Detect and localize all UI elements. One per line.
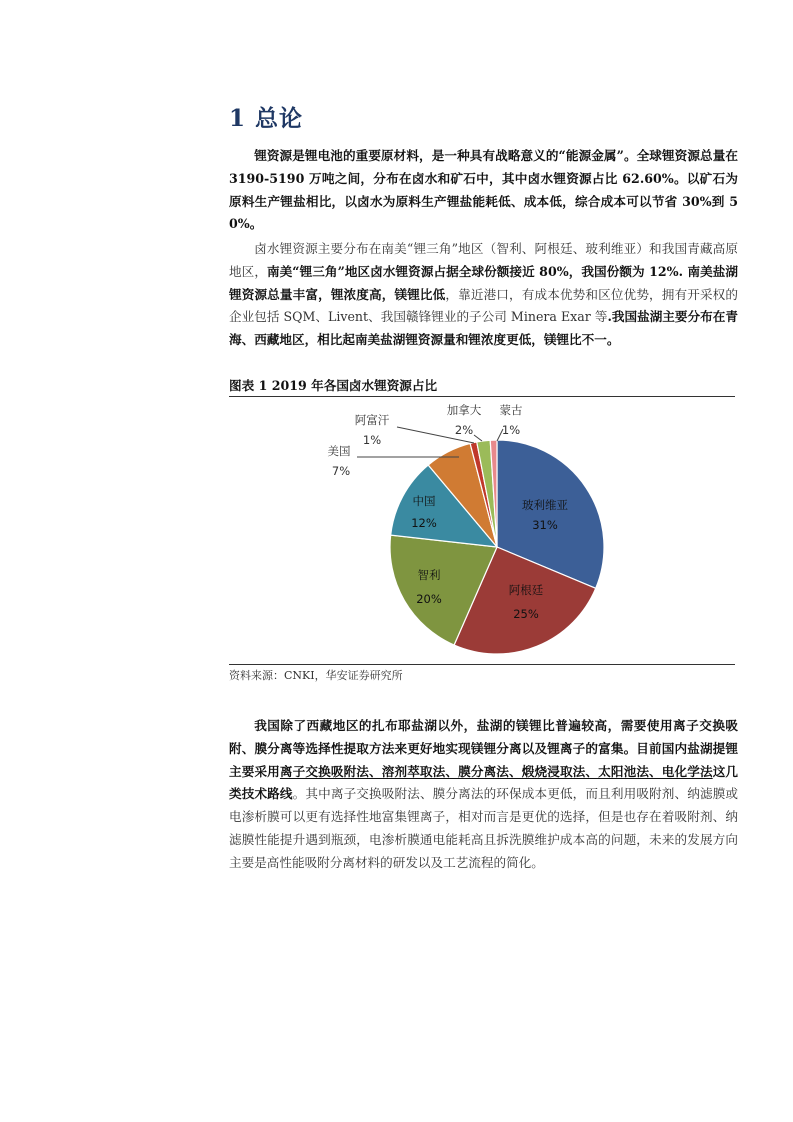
figure-bottom-rule (229, 664, 735, 665)
slice-value-label: 31% (532, 518, 558, 532)
slice-value-label: 20% (416, 592, 442, 606)
slice-value-label: 2% (454, 423, 474, 437)
intro-paragraph: 锂资源是锂电池的重要原材料，是一种具有战略意义的“能源金属”。全球锂资源总量在 3190-5190 万吨之间，分布在卤水和矿石中，其中卤水锂资源占比 62.60%。以矿石为原料生产锂盐相比，以卤水为原料生产锂盐能耗低、成本低，综合成本可以节省 30%到 50%。 (229, 148, 738, 232)
figure-caption: 图表 1 2019 年各国卤水锂资源占比 (229, 378, 438, 393)
slice-value-label: 1% (501, 423, 521, 437)
para3-text: 。其中离子交换吸附法、膜分离法的环保成本更低，而且利用吸附剂、纳滤膜或电渗析膜可以更有选择性地富集锂离子，相对而言是更优的选择，但是也存在着吸附剂、纳滤膜性能提升遇到瓶颈，电渗析膜通电能耗高且拆洗膜维护成本高的问题，未来的发展方向主要是高性能吸附分离材料的研发以及工艺流程的简化。 (229, 786, 739, 870)
slice-name-label: 阿富汗 (354, 413, 390, 427)
para2-bold-1: 南美“锂三角”地区卤水锂资源占据全球份额接近 80%，我国份额为 12%. 南美盐湖锂资源总量丰富，锂浓度高，镁锂比低 (229, 263, 739, 302)
leader-line (474, 435, 482, 441)
distribution-paragraph (229, 238, 738, 352)
slice-name-label: 阿根廷 (508, 583, 544, 597)
slice-value-label: 1% (362, 433, 382, 447)
slice-name-label: 蒙古 (499, 403, 523, 417)
slice-name-label: 美国 (327, 444, 351, 458)
slice-value-label: 7% (331, 464, 351, 478)
pie-chart (229, 397, 735, 663)
slice-value-label: 12% (411, 516, 437, 530)
slice-name-label: 智利 (417, 568, 441, 582)
para2-bold-2: .我国盐湖主要分布在青海、西藏地区，相比起南美盐湖锂资源量和锂浓度更低，镁锂比不一。 (229, 309, 738, 348)
figure-source: 资料来源：CNKI，华安证券研究所 (229, 669, 403, 682)
para2-text-2: ，靠近港口，有成本优势和区位优势，拥有开采权的企业包括 SQM、Livent、我国赣锋锂业的子公司 Minera Exar 等 (229, 286, 739, 325)
para3-bold-underlined: 离子交换吸附法、溶剂萃取法、膜分离法、煅烧浸取法、太阳池法、电化学法 (279, 763, 713, 779)
slice-name-label: 玻利维亚 (522, 498, 568, 512)
para2-text-1: 卤水锂资源主要分布在南美“锂三角”地区（智利、阿根廷、玻利维亚）和我国青藏高原地区， (229, 241, 738, 279)
slice-name-label: 加拿大 (446, 403, 482, 417)
technology-paragraph (229, 715, 738, 875)
para3-bold-2: 这几类技术路线 (229, 763, 739, 802)
section-heading: 1 总论 (229, 105, 304, 132)
slice-name-label: 中国 (412, 494, 436, 508)
para3-bold-1: 我国除了西藏地区的扎布耶盐湖以外，盐湖的镁锂比普遍较高，需要使用离子交换吸附、膜分离等选择性提取方法来更好地实现镁锂分离以及锂离子的富集。目前国内盐湖提锂主要采用 (229, 718, 738, 779)
slice-value-label: 25% (513, 607, 539, 621)
